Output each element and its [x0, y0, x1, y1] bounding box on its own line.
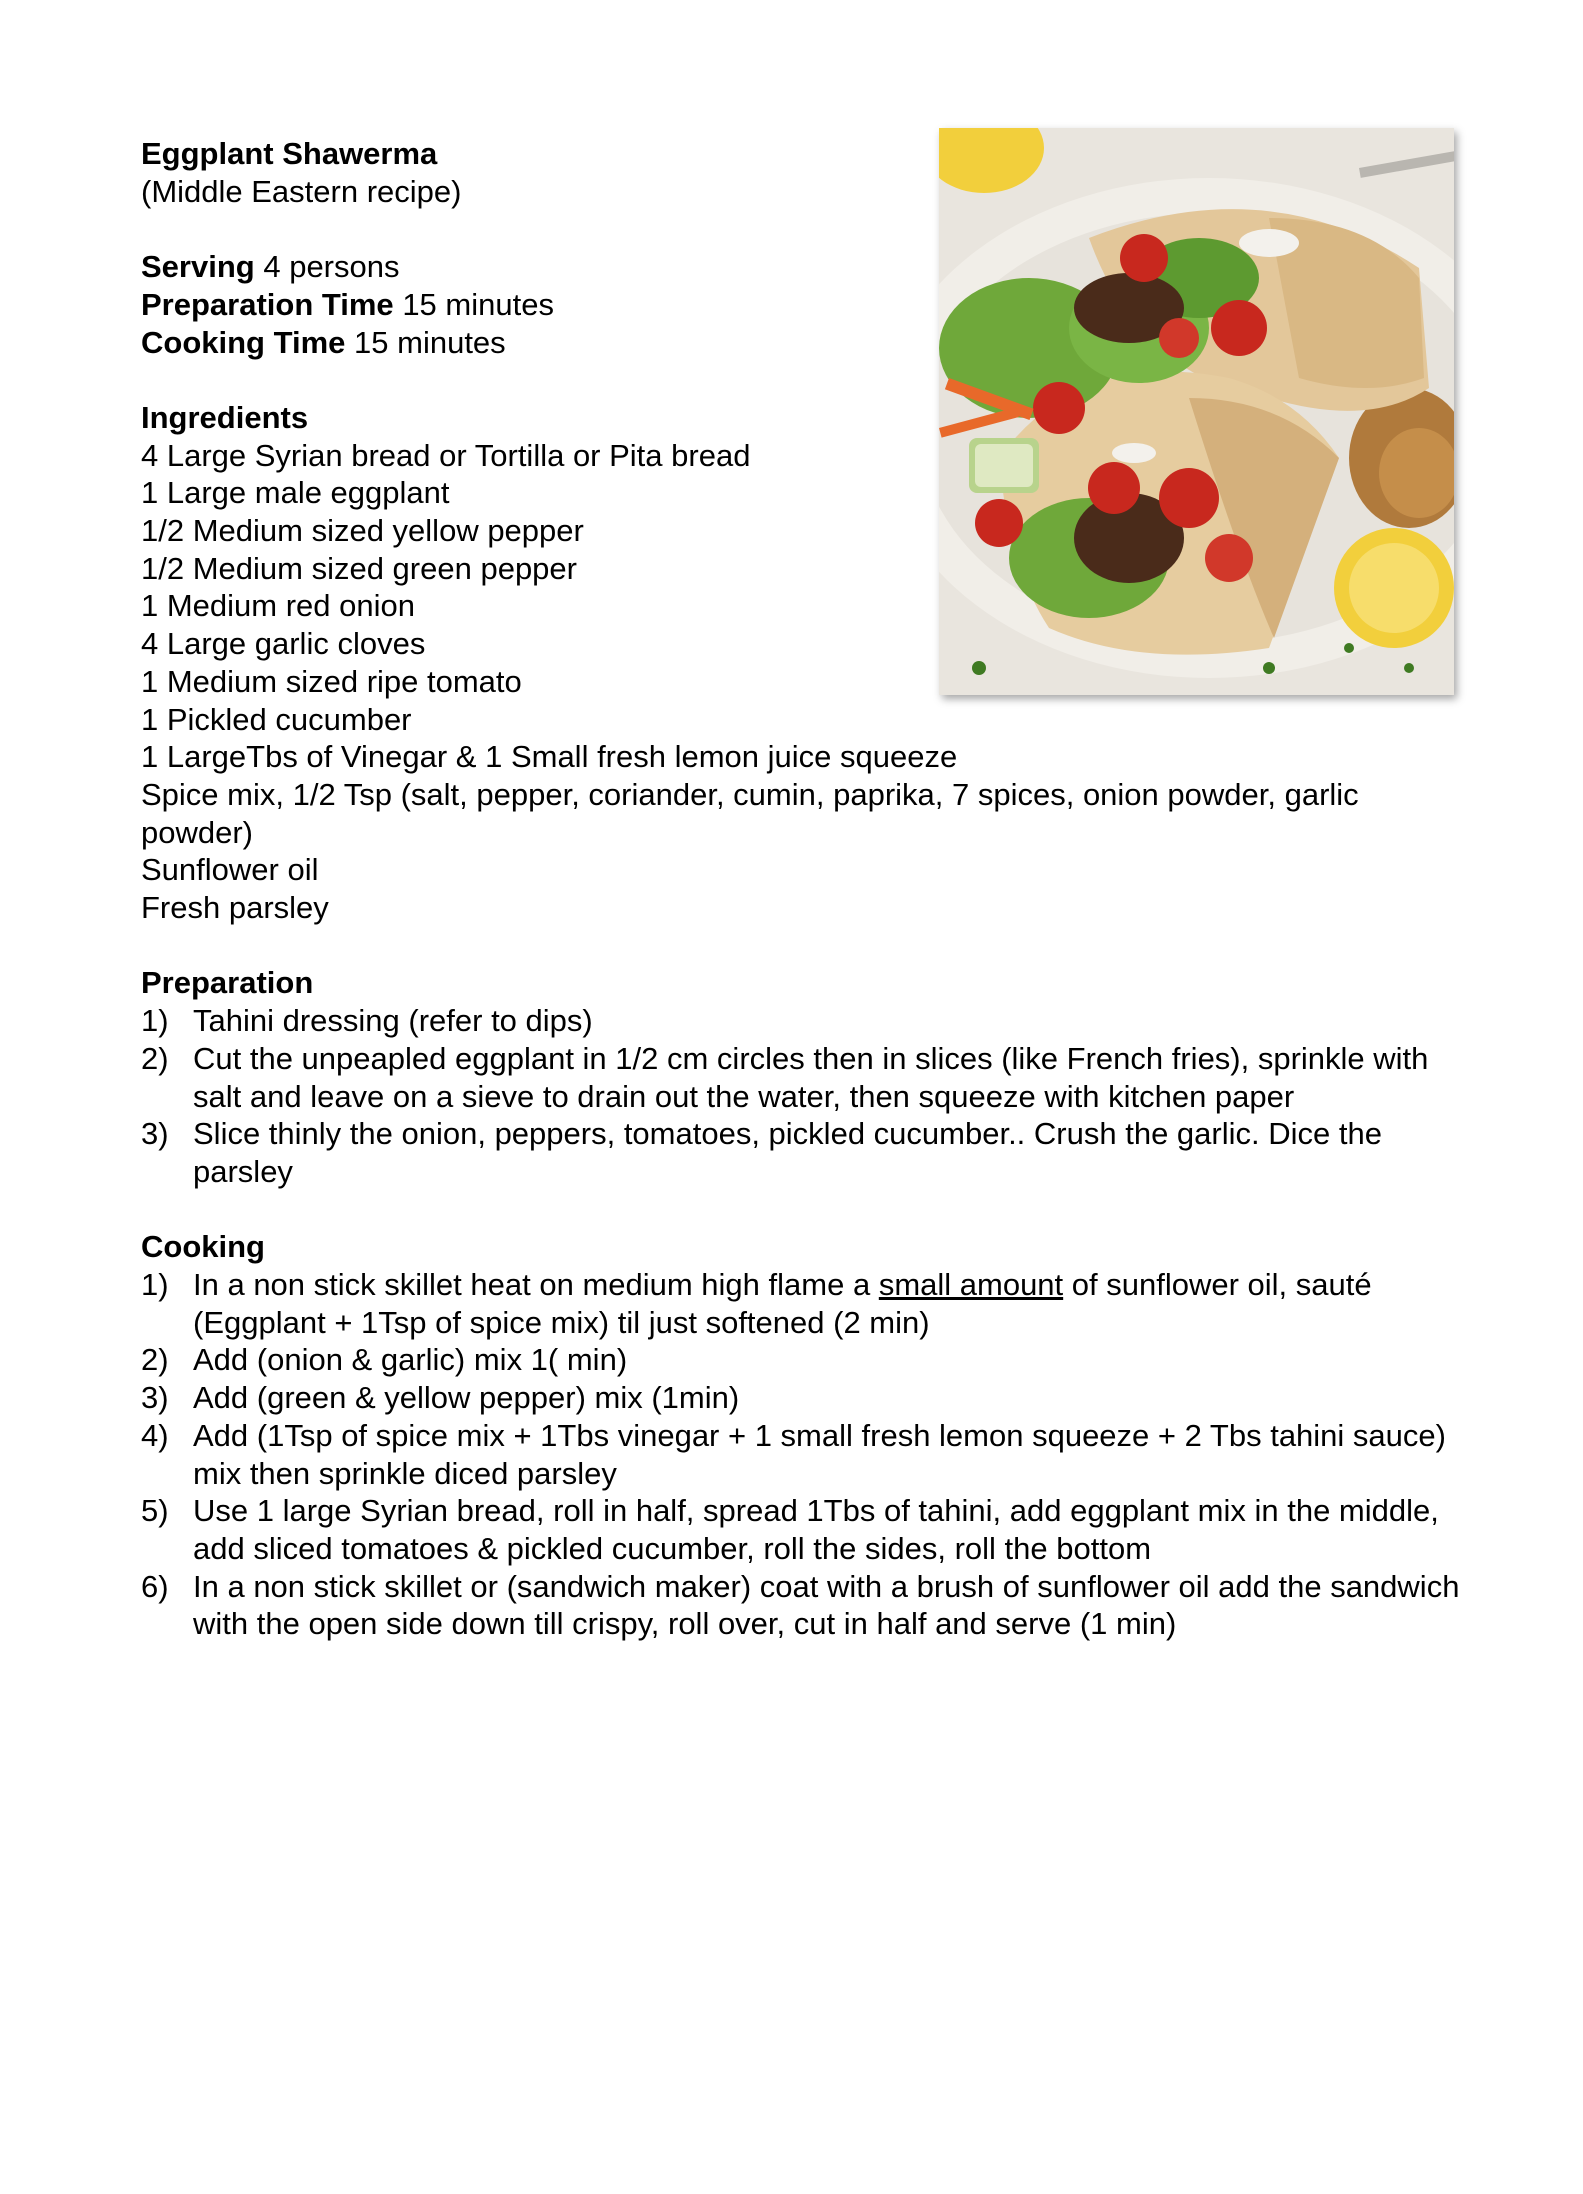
preparation-step	[141, 1040, 1473, 1115]
cook-time-value: 15 minutes	[354, 324, 506, 360]
ingredient-item: 4 Large Syrian bread or Tortilla or Pita bread	[141, 437, 751, 473]
ingredient-item: Spice mix, 1/2 Tsp (salt, pepper, coriander, cumin, paprika, 7 spices, onion powder, garlic powder)	[141, 776, 1359, 850]
serving-label: Serving	[141, 249, 255, 285]
step-number: 1)	[141, 1003, 169, 1039]
underlined-phrase: small amount	[878, 1267, 1064, 1303]
step-text: Add (green & yellow pepper) mix (1min)	[193, 1380, 740, 1416]
cooking-step	[141, 1492, 1473, 1567]
step-number: 3)	[141, 1116, 169, 1152]
recipe-title: Eggplant Shawerma	[141, 136, 438, 171]
ingredient-item: 4 Large garlic cloves	[141, 626, 426, 662]
step-text-part: In a non stick skillet heat on medium high flame a	[193, 1267, 879, 1303]
step-number: 2)	[141, 1342, 169, 1378]
step-text	[193, 1267, 1372, 1340]
cooking-step	[141, 1266, 1473, 1341]
cooking-steps	[141, 1266, 1460, 1643]
serving-value: 4 persons	[263, 249, 400, 285]
step-number: 5)	[141, 1493, 169, 1529]
prep-time-label: Preparation Time	[141, 286, 394, 322]
step-text: Cut the unpeapled eggplant in 1/2 cm circles then in slices (like French fries), sprinkle with salt and leave on a sieve to drain out the water, then squeeze with kitchen paper	[193, 1040, 1429, 1114]
recipe-text	[141, 135, 1460, 1643]
ingredient-item: 1/2 Medium sized green pepper	[141, 550, 577, 586]
recipe-subtitle: (Middle Eastern recipe)	[141, 173, 462, 209]
ingredient-item: 1 Medium red onion	[141, 588, 415, 624]
ingredient-item: Fresh parsley	[141, 890, 329, 926]
step-text: Add (onion & garlic) mix 1( min)	[193, 1342, 628, 1378]
step-number: 3)	[141, 1380, 169, 1416]
step-text: Add (1Tsp of spice mix + 1Tbs vinegar + 1 small fresh lemon squeeze + 2 Tbs tahini sauce) mix then sprinkle diced parsley	[193, 1417, 1446, 1491]
cooking-step	[141, 1379, 1473, 1417]
ingredient-item: 1 Medium sized ripe tomato	[141, 663, 522, 699]
ingredient-item: 1 LargeTbs of Vinegar & 1 Small fresh lemon juice squeeze	[141, 739, 958, 775]
cook-time-row	[141, 324, 1451, 362]
step-text: In a non stick skillet or (sandwich maker) coat with a brush of sunflower oil add the sandwich with the open side down till crispy, roll over, cut in half and serve (1 min)	[193, 1568, 1460, 1642]
step-number: 2)	[141, 1040, 169, 1076]
preparation-steps	[141, 1002, 1451, 1191]
serving-row	[141, 248, 1451, 286]
step-number: 4)	[141, 1417, 169, 1453]
step-text: Slice thinly the onion, peppers, tomatoes, pickled cucumber.. Crush the garlic. Dice the parsley	[193, 1116, 1382, 1189]
step-number: 6)	[141, 1568, 169, 1604]
ingredients-heading: Ingredients	[141, 399, 309, 435]
prep-time-value: 15 minutes	[402, 286, 554, 322]
cook-time-label: Cooking Time	[141, 324, 346, 360]
prep-time-row	[141, 286, 1451, 324]
step-text-part: of sunflower oil, sauté (Eggplant + 1Tsp of spice mix) til just softened (2 min)	[193, 1267, 1372, 1340]
cooking-step	[141, 1568, 1473, 1643]
ingredient-item: Sunflower oil	[141, 852, 319, 888]
step-text: Tahini dressing (refer to dips)	[193, 1003, 593, 1039]
ingredient-item: 1/2 Medium sized yellow pepper	[141, 513, 584, 548]
ingredient-item: 1 Pickled cucumber	[141, 701, 412, 737]
cooking-step	[141, 1341, 1473, 1379]
cooking-step	[141, 1417, 1473, 1492]
preparation-step	[141, 1002, 1473, 1040]
cooking-heading: Cooking	[141, 1229, 265, 1265]
step-number: 1)	[141, 1267, 169, 1303]
preparation-step	[141, 1115, 1473, 1190]
ingredient-item: 1 Large male eggplant	[141, 475, 450, 511]
step-text: Use 1 large Syrian bread, roll in half, spread 1Tbs of tahini, add eggplant mix in the middle, add sliced tomatoes & pickled cucumber, roll the sides, roll the bottom	[193, 1493, 1439, 1566]
preparation-heading: Preparation	[141, 965, 314, 1001]
